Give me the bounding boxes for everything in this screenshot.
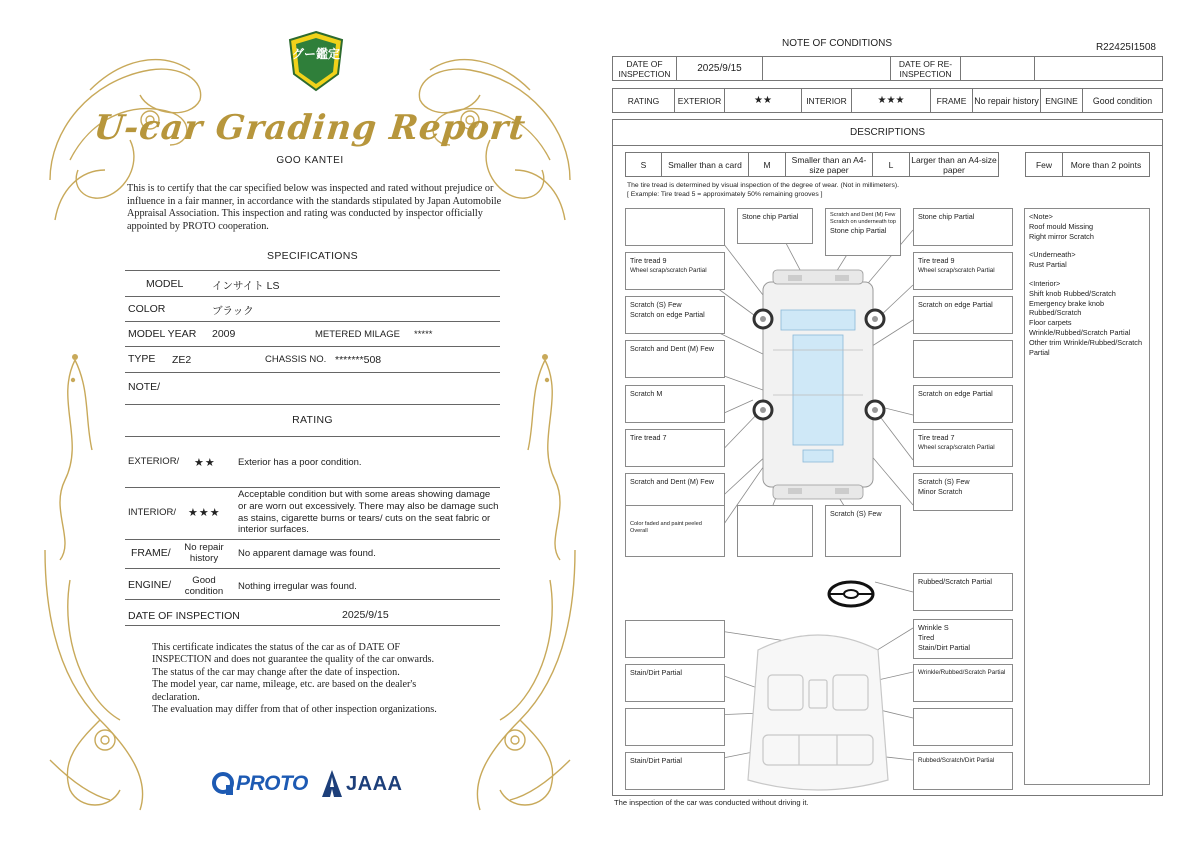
box-text: Rubbed/Scratch/Dirt Partial: [918, 757, 995, 764]
note-item: Shift knob Rubbed/Scratch: [1029, 288, 1116, 298]
condition-box: [737, 208, 813, 244]
box-text: Wrinkle S: [918, 623, 949, 632]
legend-l: L: [873, 153, 910, 177]
box-text: Stone chip Partial: [830, 226, 887, 235]
certificate-subtitle: GOO KANTEI: [276, 155, 344, 166]
interior-heading: <Interior>: [1029, 278, 1061, 288]
certificate-footer: [152, 642, 482, 716]
divider: [125, 599, 500, 600]
footer-line: The model year, car name, mileage, etc. are based on the dealer's: [152, 679, 417, 691]
footer-line: The status of the car may change after the date of inspection.: [152, 666, 400, 678]
box-text: Scratch (S) Few: [918, 477, 970, 486]
box-text: Scratch on underneath top: [830, 219, 896, 225]
box-text: Scratch on edge Partial: [630, 309, 705, 319]
side-notes: [1024, 208, 1150, 785]
color-value: ブラック: [212, 305, 254, 317]
condition-box: [913, 208, 1013, 246]
notes-title: NOTE OF CONDITIONS: [782, 38, 892, 49]
condition-box: [913, 296, 1013, 334]
rating-heading: RATING: [292, 414, 333, 426]
type-label: TYPE: [128, 353, 156, 365]
condition-box: [913, 752, 1013, 790]
condition-box: [625, 664, 725, 702]
model-year-label: MODEL YEAR: [128, 328, 197, 340]
legend-s: S: [626, 153, 662, 177]
box-text: Tire tread 7: [630, 433, 667, 442]
engine-value: Good condition: [1083, 89, 1163, 113]
date-of-inspection-value: 2025/9/15: [677, 57, 763, 81]
condition-box: [913, 429, 1013, 467]
box-text: Rubbed/Scratch Partial: [918, 577, 992, 586]
report-code: R22425I1508: [1095, 42, 1156, 53]
legend-m-desc: Smaller than an A4-size paper: [786, 153, 873, 177]
badge-text: グー鑑定: [291, 47, 341, 61]
box-text: Tire tread 9: [630, 256, 667, 265]
engine-description: Nothing irregular was found.: [238, 581, 357, 592]
exterior-description: Exterior has a poor condition.: [238, 457, 362, 468]
tread-note-line: [ Example: Tire tread 5 = approximately 50% remaining grooves ]: [627, 191, 823, 198]
car-interior-view: [748, 635, 888, 790]
divider: [125, 372, 500, 373]
legend-s-desc: Smaller than a card: [662, 153, 749, 177]
note-item: Right mirror Scratch: [1029, 231, 1094, 241]
note-label: NOTE/: [128, 381, 161, 393]
engine-label: ENGINE/: [128, 579, 172, 591]
box-text: Wheel scrap/scratch Partial: [918, 266, 995, 274]
proto-logo-text: PROTO: [236, 772, 308, 795]
legend-few-desc: More than 2 points: [1063, 153, 1150, 177]
box-text: Wheel scrap/scratch Partial: [630, 266, 707, 274]
condition-box: [737, 505, 813, 557]
condition-box: [825, 505, 901, 557]
box-text: Color faded and paint peeled Overall: [630, 521, 702, 534]
certificate-intro: This is to certify that the car specified below was inspected and rated without prejudice or influence in a fair manner, in accordance with the standards stipulated by Japan Automobile Appraisal Association. This inspection and rating was conducted by inspector officially appointed by PROTO cooperation.: [127, 183, 502, 232]
note-item: Emergency brake knob Rubbed/Scratch: [1029, 298, 1105, 318]
divider: [125, 539, 500, 540]
condition-box: [913, 252, 1013, 290]
condition-box: [913, 619, 1013, 659]
type-value: ZE2: [172, 354, 192, 366]
box-text: Scratch and Dent (M) Few: [830, 212, 896, 218]
exterior-label: EXTERIOR: [675, 89, 725, 113]
underneath-heading: <Underneath>: [1029, 250, 1076, 260]
divider: [125, 404, 500, 405]
steering-wheel-icon: [829, 582, 873, 606]
interior-description: Acceptable condition but with some areas showing damage or are worn out excessively. There may also be damage such as stains, cigarette burns or tears/ cuts on the seat fabric or interior surfaces.: [238, 489, 499, 536]
condition-box: [625, 505, 725, 557]
box-text: Stain/Dirt Partial: [630, 668, 682, 677]
box-text: Scratch M: [630, 389, 663, 398]
date-of-inspection-label: DATE OF INSPECTION: [128, 610, 240, 622]
condition-box: [625, 620, 725, 658]
legend-few: Few: [1026, 153, 1063, 177]
box-text: Scratch (S) Few: [830, 509, 882, 518]
descriptions-panel: [612, 119, 1163, 796]
interior-label: INTERIOR/: [128, 507, 177, 518]
condition-box: [625, 708, 725, 746]
interior-stars: ★★★: [188, 507, 221, 519]
note-item: Other trim Wrinkle/Rubbed/Scratch Partial: [1029, 337, 1143, 357]
reinspection-value: [961, 57, 1035, 81]
box-text: Stain/Dirt Partial: [630, 756, 682, 765]
frame-value: No repair history: [184, 542, 224, 564]
condition-box: [625, 208, 725, 246]
note-item: Floor carpets Wrinkle/Rubbed/Scratch Partial: [1029, 318, 1131, 337]
jaaa-logo-icon: [320, 769, 344, 799]
divider: [125, 625, 500, 626]
engine-value: Good condition: [184, 575, 224, 597]
date-of-inspection-value: 2025/9/15: [342, 609, 389, 621]
frame-description: No apparent damage was found.: [238, 548, 376, 559]
empty-cell: [1035, 57, 1163, 81]
date-of-inspection-label: DATE OF INSPECTION: [613, 57, 677, 81]
condition-box: [913, 664, 1013, 702]
condition-box: [913, 708, 1013, 746]
box-text: Tire tread 9: [918, 256, 955, 265]
goo-kantei-badge: [288, 30, 344, 92]
frame-label: FRAME/: [131, 547, 171, 559]
box-text: Wrinkle/Rubbed/Scratch Partial: [918, 669, 1006, 676]
chassis-value: *******508: [335, 354, 382, 366]
divider: [125, 436, 500, 437]
inspection-date-table: [612, 56, 1163, 81]
frame-label: FRAME: [931, 89, 973, 113]
box-text: Scratch on edge Partial: [918, 300, 993, 309]
engine-label: ENGINE: [1041, 89, 1083, 113]
box-text: Scratch (S) Few: [630, 300, 682, 309]
interior-stars: ★★★: [852, 89, 931, 113]
model-year-value: 2009: [212, 328, 236, 340]
condition-box: [913, 573, 1013, 611]
tread-note-line: The tire tread is determined by visual inspection of the degree of wear. (Not in millimeters).: [627, 182, 899, 189]
divider: [125, 321, 500, 322]
exterior-stars: ★★: [194, 457, 216, 469]
divider: [125, 487, 500, 488]
grading-certificate: [30, 20, 590, 832]
box-text: Scratch and Dent (M) Few: [630, 477, 714, 486]
interior-label: INTERIOR: [802, 89, 852, 113]
box-text: Tire tread 7: [918, 433, 955, 442]
jaaa-logo-text: JAAA: [346, 773, 403, 795]
condition-box: [825, 208, 901, 256]
legend-l-desc: Larger than an A4-size paper: [911, 154, 997, 175]
empty-cell: [763, 57, 891, 81]
notes-footer: The inspection of the car was conducted without driving it.: [614, 798, 809, 807]
model-label: MODEL: [146, 278, 184, 290]
divider: [125, 296, 500, 297]
car-top-view: [754, 270, 884, 499]
condition-box: [625, 752, 725, 790]
reinspection-label: DATE OF RE-INSPECTION: [891, 57, 961, 81]
condition-box: [625, 252, 725, 290]
frame-value: No repair history: [973, 89, 1041, 113]
box-text: Scratch on edge Partial: [918, 389, 993, 398]
condition-box: [913, 340, 1013, 378]
color-label: COLOR: [128, 303, 166, 315]
condition-box: [625, 385, 725, 423]
divider: [125, 270, 500, 271]
divider: [125, 568, 500, 569]
note-item: Roof mould Missing: [1029, 221, 1094, 231]
box-text: Tired: [918, 632, 935, 642]
box-text: Minor Scratch: [918, 486, 963, 496]
logo-row: [212, 768, 412, 800]
note-of-conditions: [612, 32, 1164, 817]
condition-box: [913, 473, 1013, 511]
box-text: Stone chip Partial: [918, 212, 975, 221]
box-text: Scratch and Dent (M) Few: [630, 344, 714, 353]
rating-label: RATING: [613, 89, 675, 113]
rating-table: [612, 88, 1163, 113]
chassis-label: CHASSIS NO.: [265, 354, 327, 365]
exterior-stars: ★★: [725, 89, 802, 113]
descriptions-heading: DESCRIPTIONS: [613, 120, 1162, 146]
condition-box: [625, 296, 725, 334]
note-item: Rust Partial: [1029, 260, 1067, 270]
footer-line: The evaluation may differ from that of other inspection organizations.: [152, 704, 437, 716]
exterior-label: EXTERIOR/: [128, 456, 180, 467]
box-text: Stone chip Partial: [742, 212, 799, 221]
divider: [125, 346, 500, 347]
proto-logo-icon: [212, 771, 236, 797]
note-heading: <Note>: [1029, 212, 1053, 221]
legend-m: M: [749, 153, 786, 177]
metered-mileage-label: METERED MILAGE: [315, 329, 400, 340]
footer-line: declaration.: [152, 691, 200, 703]
specifications-heading: SPECIFICATIONS: [267, 250, 358, 262]
box-text: Stain/Dirt Partial: [918, 642, 970, 652]
condition-box: [913, 385, 1013, 423]
footer-line: INSPECTION and does not guarantee the quality of the car onwards.: [152, 654, 435, 666]
condition-box: [625, 340, 725, 378]
model-value: インサイト LS: [212, 280, 280, 292]
box-text: Wheel scrap/scratch Partial: [918, 443, 995, 451]
footer-line: This certificate indicates the status of the car as of DATE OF: [152, 642, 401, 653]
metered-mileage-value: *****: [414, 329, 433, 340]
certificate-title: U-car Grading Report: [92, 108, 528, 148]
condition-box: [625, 429, 725, 467]
